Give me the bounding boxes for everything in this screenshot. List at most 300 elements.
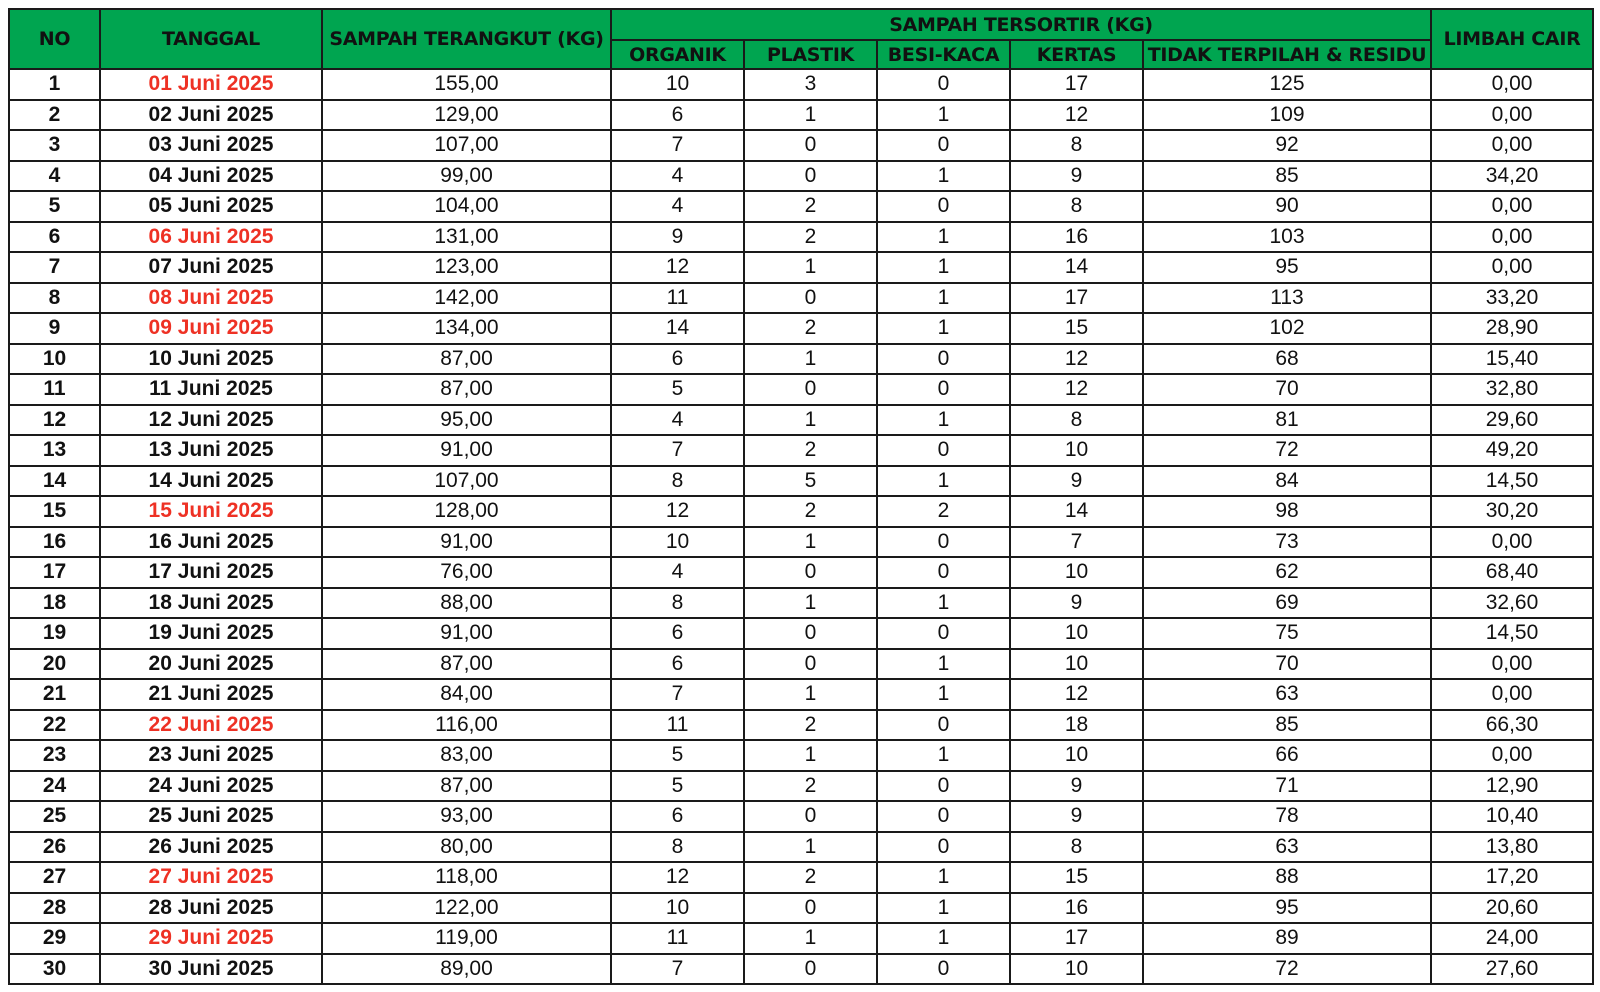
cell-limbah-cair: 14,50 [1431, 466, 1593, 497]
cell-besi-kaca: 0 [877, 771, 1010, 802]
cell-organik: 11 [611, 923, 744, 954]
cell-residu: 70 [1143, 649, 1431, 680]
table-row [9, 466, 1593, 497]
cell-kertas: 10 [1010, 740, 1143, 771]
cell-sampah-terangkut: 107,00 [322, 130, 611, 161]
cell-kertas: 8 [1010, 405, 1143, 436]
table-row [9, 557, 1593, 588]
cell-residu: 125 [1143, 69, 1431, 100]
cell-tanggal: 22 Juni 2025 [100, 710, 322, 741]
cell-organik: 6 [611, 618, 744, 649]
cell-plastik: 1 [744, 832, 877, 863]
cell-organik: 6 [611, 649, 744, 680]
cell-sampah-terangkut: 104,00 [322, 191, 611, 222]
cell-limbah-cair: 68,40 [1431, 557, 1593, 588]
cell-residu: 85 [1143, 710, 1431, 741]
header-residu: TIDAK TERPILAH & RESIDU [1143, 40, 1431, 69]
cell-besi-kaca: 1 [877, 466, 1010, 497]
table-row [9, 130, 1593, 161]
cell-besi-kaca: 0 [877, 435, 1010, 466]
cell-besi-kaca: 1 [877, 893, 1010, 924]
cell-plastik: 1 [744, 923, 877, 954]
cell-kertas: 15 [1010, 862, 1143, 893]
cell-besi-kaca: 1 [877, 740, 1010, 771]
cell-no: 29 [9, 923, 100, 954]
cell-plastik: 0 [744, 161, 877, 192]
waste-table-container [8, 8, 1592, 985]
cell-plastik: 2 [744, 862, 877, 893]
cell-no: 7 [9, 252, 100, 283]
cell-residu: 63 [1143, 832, 1431, 863]
cell-residu: 71 [1143, 771, 1431, 802]
table-row [9, 618, 1593, 649]
cell-residu: 95 [1143, 252, 1431, 283]
cell-tanggal: 03 Juni 2025 [100, 130, 322, 161]
cell-sampah-terangkut: 87,00 [322, 344, 611, 375]
table-row [9, 222, 1593, 253]
cell-limbah-cair: 0,00 [1431, 222, 1593, 253]
cell-organik: 10 [611, 893, 744, 924]
cell-residu: 81 [1143, 405, 1431, 436]
header-tanggal: TANGGAL [100, 9, 322, 69]
cell-limbah-cair: 0,00 [1431, 740, 1593, 771]
cell-sampah-terangkut: 116,00 [322, 710, 611, 741]
cell-besi-kaca: 1 [877, 862, 1010, 893]
cell-residu: 102 [1143, 313, 1431, 344]
table-row [9, 100, 1593, 131]
cell-residu: 89 [1143, 923, 1431, 954]
cell-kertas: 12 [1010, 344, 1143, 375]
cell-tanggal: 06 Juni 2025 [100, 222, 322, 253]
cell-sampah-terangkut: 99,00 [322, 161, 611, 192]
cell-organik: 12 [611, 496, 744, 527]
cell-organik: 4 [611, 161, 744, 192]
cell-organik: 8 [611, 466, 744, 497]
cell-tanggal: 10 Juni 2025 [100, 344, 322, 375]
cell-sampah-terangkut: 91,00 [322, 435, 611, 466]
cell-tanggal: 28 Juni 2025 [100, 893, 322, 924]
cell-limbah-cair: 33,20 [1431, 283, 1593, 314]
cell-no: 18 [9, 588, 100, 619]
cell-besi-kaca: 1 [877, 313, 1010, 344]
table-row [9, 435, 1593, 466]
cell-besi-kaca: 0 [877, 69, 1010, 100]
cell-plastik: 0 [744, 893, 877, 924]
cell-limbah-cair: 32,60 [1431, 588, 1593, 619]
cell-sampah-terangkut: 84,00 [322, 679, 611, 710]
cell-residu: 88 [1143, 862, 1431, 893]
cell-tanggal: 04 Juni 2025 [100, 161, 322, 192]
cell-limbah-cair: 49,20 [1431, 435, 1593, 466]
cell-sampah-terangkut: 129,00 [322, 100, 611, 131]
cell-plastik: 1 [744, 252, 877, 283]
cell-tanggal: 14 Juni 2025 [100, 466, 322, 497]
cell-plastik: 1 [744, 740, 877, 771]
cell-besi-kaca: 0 [877, 801, 1010, 832]
cell-no: 26 [9, 832, 100, 863]
cell-besi-kaca: 0 [877, 191, 1010, 222]
table-row [9, 679, 1593, 710]
cell-sampah-terangkut: 119,00 [322, 923, 611, 954]
table-row [9, 832, 1593, 863]
cell-residu: 72 [1143, 954, 1431, 985]
cell-kertas: 18 [1010, 710, 1143, 741]
cell-organik: 7 [611, 130, 744, 161]
cell-kertas: 7 [1010, 527, 1143, 558]
cell-kertas: 9 [1010, 588, 1143, 619]
cell-besi-kaca: 1 [877, 588, 1010, 619]
cell-organik: 12 [611, 252, 744, 283]
cell-tanggal: 09 Juni 2025 [100, 313, 322, 344]
table-header [9, 9, 1593, 69]
cell-no: 9 [9, 313, 100, 344]
cell-limbah-cair: 13,80 [1431, 832, 1593, 863]
cell-kertas: 10 [1010, 618, 1143, 649]
table-row [9, 527, 1593, 558]
cell-sampah-terangkut: 122,00 [322, 893, 611, 924]
cell-kertas: 12 [1010, 374, 1143, 405]
cell-plastik: 2 [744, 313, 877, 344]
cell-tanggal: 30 Juni 2025 [100, 954, 322, 985]
cell-plastik: 0 [744, 283, 877, 314]
cell-besi-kaca: 1 [877, 283, 1010, 314]
cell-kertas: 10 [1010, 954, 1143, 985]
table-row [9, 405, 1593, 436]
cell-organik: 5 [611, 374, 744, 405]
cell-residu: 69 [1143, 588, 1431, 619]
cell-plastik: 2 [744, 771, 877, 802]
cell-plastik: 2 [744, 222, 877, 253]
cell-tanggal: 13 Juni 2025 [100, 435, 322, 466]
cell-sampah-terangkut: 128,00 [322, 496, 611, 527]
cell-organik: 5 [611, 740, 744, 771]
cell-no: 2 [9, 100, 100, 131]
cell-tanggal: 24 Juni 2025 [100, 771, 322, 802]
cell-besi-kaca: 1 [877, 252, 1010, 283]
cell-kertas: 15 [1010, 313, 1143, 344]
cell-no: 1 [9, 69, 100, 100]
header-plastik: PLASTIK [744, 40, 877, 69]
cell-no: 23 [9, 740, 100, 771]
cell-limbah-cair: 27,60 [1431, 954, 1593, 985]
cell-sampah-terangkut: 131,00 [322, 222, 611, 253]
cell-residu: 92 [1143, 130, 1431, 161]
cell-residu: 85 [1143, 161, 1431, 192]
cell-tanggal: 07 Juni 2025 [100, 252, 322, 283]
cell-no: 22 [9, 710, 100, 741]
cell-besi-kaca: 0 [877, 557, 1010, 588]
cell-limbah-cair: 32,80 [1431, 374, 1593, 405]
cell-kertas: 14 [1010, 252, 1143, 283]
cell-limbah-cair: 20,60 [1431, 893, 1593, 924]
cell-plastik: 2 [744, 710, 877, 741]
cell-limbah-cair: 34,20 [1431, 161, 1593, 192]
cell-plastik: 0 [744, 557, 877, 588]
cell-organik: 6 [611, 100, 744, 131]
cell-besi-kaca: 1 [877, 679, 1010, 710]
cell-tanggal: 25 Juni 2025 [100, 801, 322, 832]
cell-kertas: 8 [1010, 191, 1143, 222]
cell-organik: 4 [611, 405, 744, 436]
cell-organik: 6 [611, 801, 744, 832]
cell-kertas: 17 [1010, 283, 1143, 314]
cell-no: 28 [9, 893, 100, 924]
cell-no: 10 [9, 344, 100, 375]
cell-limbah-cair: 29,60 [1431, 405, 1593, 436]
cell-tanggal: 16 Juni 2025 [100, 527, 322, 558]
cell-limbah-cair: 30,20 [1431, 496, 1593, 527]
cell-sampah-terangkut: 95,00 [322, 405, 611, 436]
cell-residu: 62 [1143, 557, 1431, 588]
cell-besi-kaca: 1 [877, 405, 1010, 436]
cell-organik: 12 [611, 862, 744, 893]
cell-residu: 90 [1143, 191, 1431, 222]
cell-no: 15 [9, 496, 100, 527]
cell-plastik: 0 [744, 801, 877, 832]
cell-organik: 11 [611, 283, 744, 314]
header-sampah-terangkut: SAMPAH TERANGKUT (KG) [322, 9, 611, 69]
cell-residu: 103 [1143, 222, 1431, 253]
cell-besi-kaca: 0 [877, 832, 1010, 863]
cell-tanggal: 12 Juni 2025 [100, 405, 322, 436]
cell-sampah-terangkut: 87,00 [322, 374, 611, 405]
cell-no: 17 [9, 557, 100, 588]
cell-sampah-terangkut: 87,00 [322, 771, 611, 802]
cell-kertas: 14 [1010, 496, 1143, 527]
cell-besi-kaca: 0 [877, 710, 1010, 741]
cell-organik: 8 [611, 588, 744, 619]
cell-residu: 75 [1143, 618, 1431, 649]
cell-sampah-terangkut: 107,00 [322, 466, 611, 497]
cell-sampah-terangkut: 93,00 [322, 801, 611, 832]
cell-sampah-terangkut: 89,00 [322, 954, 611, 985]
header-organik: ORGANIK [611, 40, 744, 69]
cell-kertas: 9 [1010, 771, 1143, 802]
cell-sampah-terangkut: 123,00 [322, 252, 611, 283]
table-row [9, 161, 1593, 192]
cell-limbah-cair: 15,40 [1431, 344, 1593, 375]
cell-plastik: 1 [744, 344, 877, 375]
cell-kertas: 17 [1010, 923, 1143, 954]
cell-no: 30 [9, 954, 100, 985]
table-row [9, 801, 1593, 832]
cell-kertas: 8 [1010, 130, 1143, 161]
cell-besi-kaca: 1 [877, 161, 1010, 192]
header-limbah-cair: LIMBAH CAIR [1431, 9, 1593, 69]
cell-besi-kaca: 1 [877, 222, 1010, 253]
cell-organik: 4 [611, 557, 744, 588]
table-row [9, 649, 1593, 680]
cell-kertas: 8 [1010, 832, 1143, 863]
cell-plastik: 2 [744, 496, 877, 527]
cell-kertas: 10 [1010, 557, 1143, 588]
table-row [9, 252, 1593, 283]
cell-limbah-cair: 0,00 [1431, 679, 1593, 710]
cell-kertas: 9 [1010, 801, 1143, 832]
cell-sampah-terangkut: 80,00 [322, 832, 611, 863]
cell-sampah-terangkut: 91,00 [322, 527, 611, 558]
cell-plastik: 0 [744, 649, 877, 680]
cell-residu: 98 [1143, 496, 1431, 527]
header-no: NO [9, 9, 100, 69]
header-besi-kaca: BESI-KACA [877, 40, 1010, 69]
cell-plastik: 1 [744, 100, 877, 131]
cell-no: 20 [9, 649, 100, 680]
cell-tanggal: 18 Juni 2025 [100, 588, 322, 619]
cell-limbah-cair: 0,00 [1431, 130, 1593, 161]
cell-tanggal: 15 Juni 2025 [100, 496, 322, 527]
table-row [9, 588, 1593, 619]
table-row [9, 374, 1593, 405]
cell-plastik: 0 [744, 374, 877, 405]
cell-organik: 7 [611, 954, 744, 985]
cell-organik: 7 [611, 679, 744, 710]
table-row [9, 923, 1593, 954]
cell-tanggal: 17 Juni 2025 [100, 557, 322, 588]
cell-besi-kaca: 1 [877, 923, 1010, 954]
cell-no: 24 [9, 771, 100, 802]
cell-tanggal: 02 Juni 2025 [100, 100, 322, 131]
cell-limbah-cair: 10,40 [1431, 801, 1593, 832]
cell-sampah-terangkut: 87,00 [322, 649, 611, 680]
cell-tanggal: 11 Juni 2025 [100, 374, 322, 405]
cell-besi-kaca: 0 [877, 618, 1010, 649]
cell-plastik: 0 [744, 618, 877, 649]
cell-sampah-terangkut: 83,00 [322, 740, 611, 771]
cell-limbah-cair: 17,20 [1431, 862, 1593, 893]
cell-besi-kaca: 0 [877, 344, 1010, 375]
cell-besi-kaca: 0 [877, 954, 1010, 985]
cell-limbah-cair: 12,90 [1431, 771, 1593, 802]
cell-kertas: 12 [1010, 679, 1143, 710]
cell-tanggal: 05 Juni 2025 [100, 191, 322, 222]
cell-kertas: 16 [1010, 222, 1143, 253]
cell-tanggal: 20 Juni 2025 [100, 649, 322, 680]
table-row [9, 313, 1593, 344]
table-row [9, 893, 1593, 924]
cell-sampah-terangkut: 88,00 [322, 588, 611, 619]
table-row [9, 954, 1593, 985]
cell-limbah-cair: 66,30 [1431, 710, 1593, 741]
table-row [9, 740, 1593, 771]
cell-no: 5 [9, 191, 100, 222]
table-body [9, 69, 1593, 984]
cell-plastik: 2 [744, 435, 877, 466]
cell-besi-kaca: 2 [877, 496, 1010, 527]
cell-residu: 84 [1143, 466, 1431, 497]
cell-organik: 4 [611, 191, 744, 222]
cell-plastik: 3 [744, 69, 877, 100]
cell-no: 12 [9, 405, 100, 436]
cell-no: 8 [9, 283, 100, 314]
cell-sampah-terangkut: 76,00 [322, 557, 611, 588]
table-row [9, 69, 1593, 100]
table-row [9, 283, 1593, 314]
cell-no: 27 [9, 862, 100, 893]
cell-organik: 7 [611, 435, 744, 466]
cell-limbah-cair: 28,90 [1431, 313, 1593, 344]
cell-besi-kaca: 1 [877, 649, 1010, 680]
cell-limbah-cair: 0,00 [1431, 100, 1593, 131]
cell-sampah-terangkut: 155,00 [322, 69, 611, 100]
cell-tanggal: 23 Juni 2025 [100, 740, 322, 771]
cell-no: 14 [9, 466, 100, 497]
cell-no: 19 [9, 618, 100, 649]
cell-tanggal: 26 Juni 2025 [100, 832, 322, 863]
cell-sampah-terangkut: 134,00 [322, 313, 611, 344]
waste-table [8, 8, 1594, 985]
cell-no: 16 [9, 527, 100, 558]
cell-organik: 8 [611, 832, 744, 863]
cell-organik: 11 [611, 710, 744, 741]
header-sampah-tersortir: SAMPAH TERSORTIR (KG) [611, 9, 1431, 40]
cell-plastik: 1 [744, 588, 877, 619]
cell-organik: 10 [611, 527, 744, 558]
cell-tanggal: 27 Juni 2025 [100, 862, 322, 893]
cell-organik: 6 [611, 344, 744, 375]
cell-residu: 70 [1143, 374, 1431, 405]
cell-tanggal: 19 Juni 2025 [100, 618, 322, 649]
cell-no: 11 [9, 374, 100, 405]
table-row [9, 771, 1593, 802]
cell-besi-kaca: 0 [877, 527, 1010, 558]
cell-kertas: 9 [1010, 161, 1143, 192]
cell-tanggal: 21 Juni 2025 [100, 679, 322, 710]
cell-limbah-cair: 0,00 [1431, 252, 1593, 283]
cell-no: 3 [9, 130, 100, 161]
cell-plastik: 1 [744, 527, 877, 558]
cell-sampah-terangkut: 91,00 [322, 618, 611, 649]
cell-sampah-terangkut: 142,00 [322, 283, 611, 314]
cell-residu: 73 [1143, 527, 1431, 558]
cell-plastik: 2 [744, 191, 877, 222]
cell-kertas: 16 [1010, 893, 1143, 924]
cell-organik: 14 [611, 313, 744, 344]
cell-organik: 5 [611, 771, 744, 802]
cell-organik: 10 [611, 69, 744, 100]
cell-plastik: 0 [744, 130, 877, 161]
table-row [9, 862, 1593, 893]
table-row [9, 710, 1593, 741]
table-row [9, 496, 1593, 527]
table-row [9, 191, 1593, 222]
cell-no: 25 [9, 801, 100, 832]
cell-residu: 113 [1143, 283, 1431, 314]
cell-sampah-terangkut: 118,00 [322, 862, 611, 893]
cell-residu: 109 [1143, 100, 1431, 131]
header-kertas: KERTAS [1010, 40, 1143, 69]
cell-besi-kaca: 1 [877, 100, 1010, 131]
cell-limbah-cair: 14,50 [1431, 618, 1593, 649]
cell-limbah-cair: 0,00 [1431, 527, 1593, 558]
cell-plastik: 5 [744, 466, 877, 497]
cell-kertas: 12 [1010, 100, 1143, 131]
cell-residu: 72 [1143, 435, 1431, 466]
cell-plastik: 0 [744, 954, 877, 985]
cell-plastik: 1 [744, 405, 877, 436]
cell-tanggal: 01 Juni 2025 [100, 69, 322, 100]
cell-residu: 68 [1143, 344, 1431, 375]
cell-limbah-cair: 24,00 [1431, 923, 1593, 954]
cell-kertas: 10 [1010, 435, 1143, 466]
cell-besi-kaca: 0 [877, 374, 1010, 405]
cell-no: 6 [9, 222, 100, 253]
cell-kertas: 17 [1010, 69, 1143, 100]
cell-no: 13 [9, 435, 100, 466]
cell-no: 21 [9, 679, 100, 710]
cell-residu: 63 [1143, 679, 1431, 710]
cell-tanggal: 08 Juni 2025 [100, 283, 322, 314]
